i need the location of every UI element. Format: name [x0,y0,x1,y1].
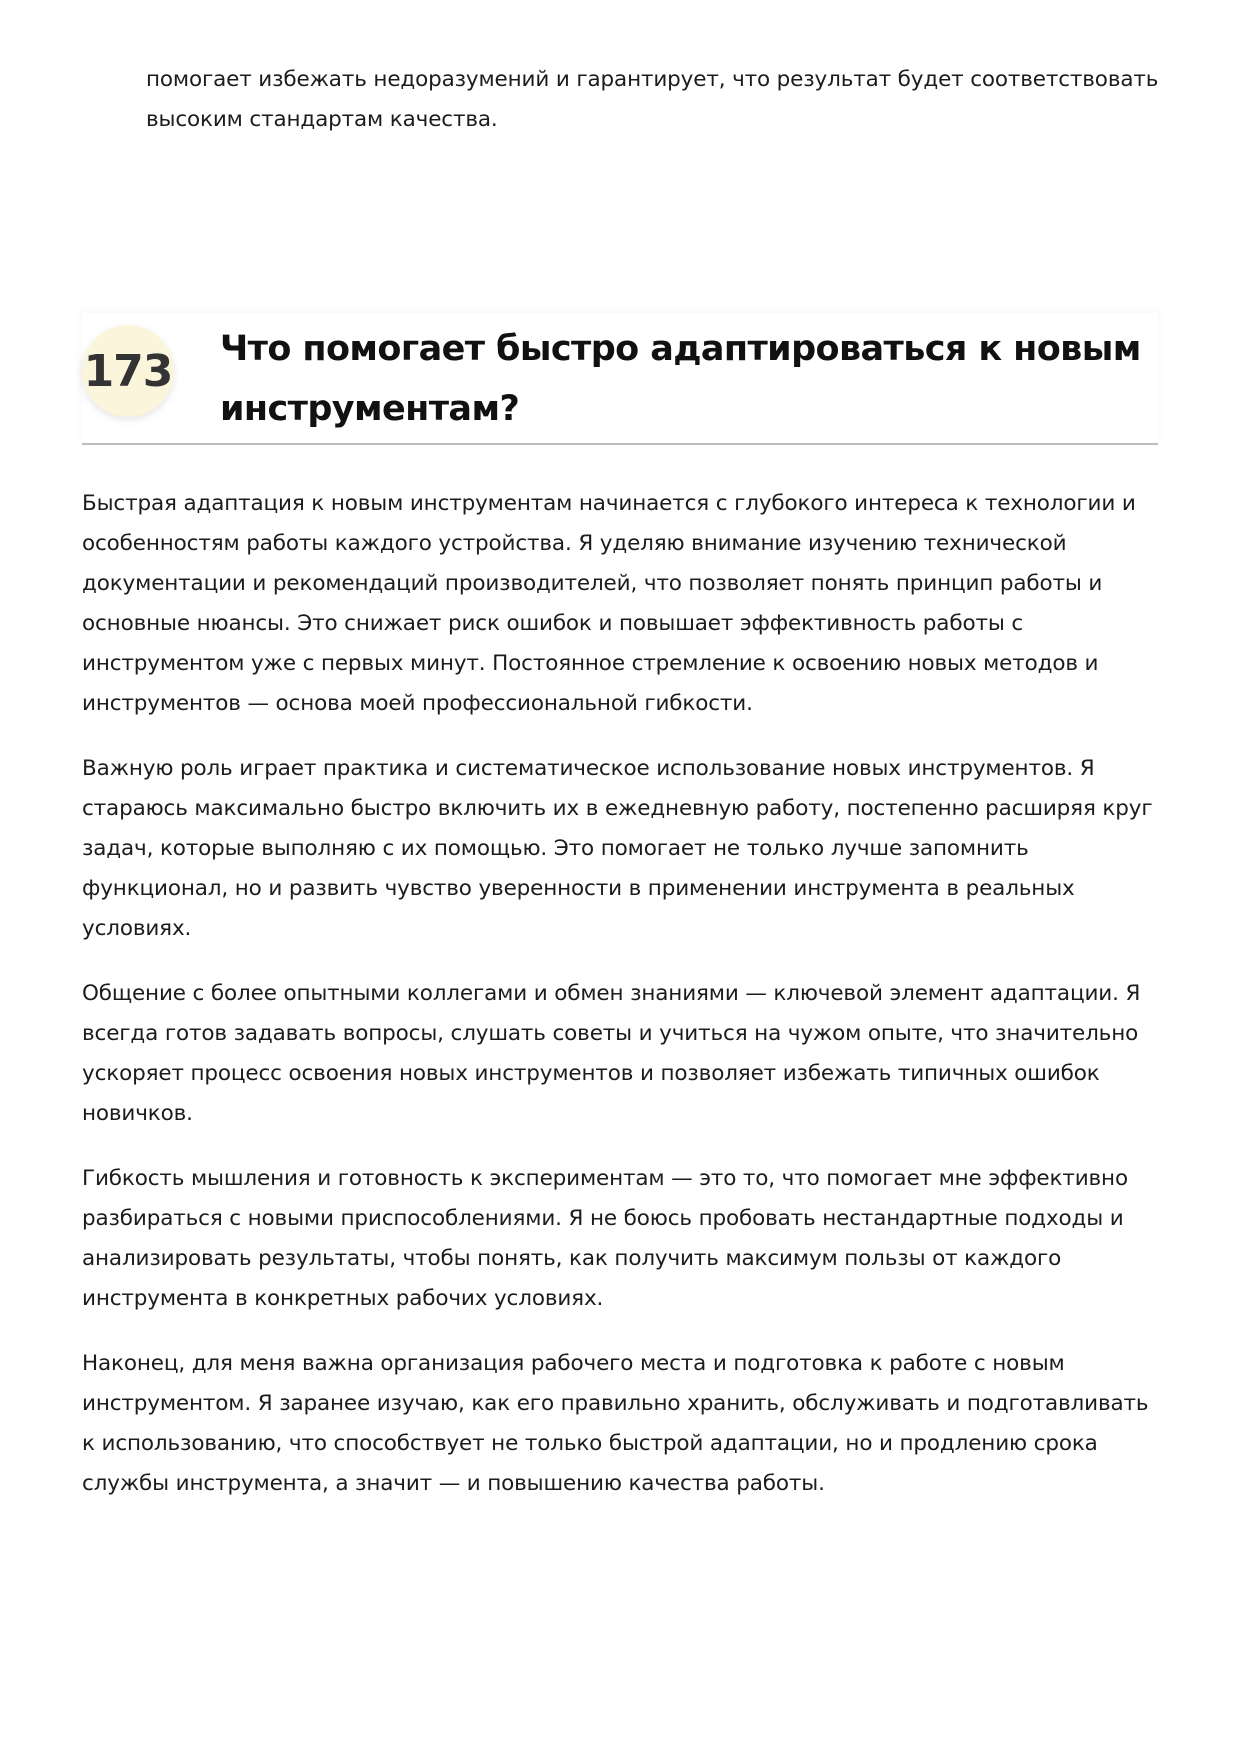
previous-answer-continuation: помогает избежать недоразумений и гарантирует, что результат будет соответствовать высоким стандартам качества. [146,67,1159,132]
answer-paragraph: Общение с более опытными коллегами и обмен знаниями — ключевой элемент адаптации. Я всегда готов задавать вопросы, слушать советы и учиться на чужом опыте, что значительно ускоряет процесс освоения новых инструментов и позволяет избежать типичных ошибок новичков. [82,981,1141,1126]
question-number-badge: 173 [82,325,174,417]
answer-paragraph: Быстрая адаптация к новым инструментам начинается с глубокого интереса к технологии и особенностям работы каждого устройства. Я уделяю внимание изучению технической документации и рекомендаций производителей, что позволяет понять принцип работы и основные нюансы. Это снижает риск ошибок и повышает эффективность работы с инструментом уже с первых минут. Постоянное стремление к освоению новых методов и инструментов — основа моей профессиональной гибкости. [82,491,1136,716]
answer-paragraph: Важную роль играет практика и систематическое использование новых инструментов. Я стараюсь максимально быстро включить их в ежедневную работу, постепенно расширяя круг задач, которые выполняю с их помощью. Это помогает не только лучше запомнить функционал, но и развить чувство уверенности в применении инструмента в реальных условиях. [82,756,1153,941]
answer-paragraph: Гибкость мышления и готовность к экспериментам — это то, что помогает мне эффективно разбираться с новыми приспособлениями. Я не боюсь пробовать нестандартные подходы и анализировать результаты, чтобы понять, как получить максимум пользы от каждого инструмента в конкретных рабочих условиях. [82,1166,1128,1311]
answer-body [82,484,1162,1529]
answer-paragraph: Наконец, для меня важна организация рабочего места и подготовка к работе с новым инструментом. Я заранее изучаю, как его правильно хранить, обслуживать и подготавливать к использованию, что способствует не только быстрой адаптации, но и продлению срока службы инструмента, а значит — и повышению качества работы. [82,1351,1149,1496]
question-header [82,313,1158,445]
question-title: Что помогает быстро адаптироваться к новым инструментам? [220,329,1141,429]
